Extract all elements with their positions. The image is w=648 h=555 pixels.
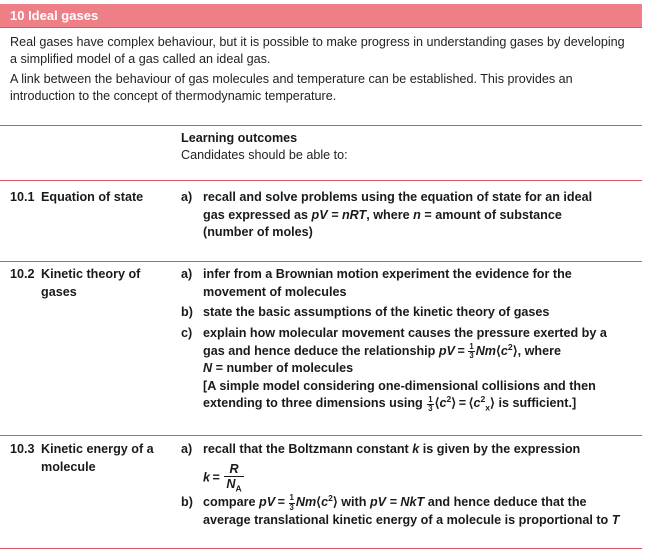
divider <box>0 435 642 436</box>
outcome-line: gas and hence deduce the relationship pV = $\frac{1}{3}$ $Nm⟨c^2⟩$, where <box>203 341 562 360</box>
outcome-line: gas expressed as pV = nRT, where n = amount of substance <box>203 207 562 222</box>
outcome-text <box>203 441 641 494</box>
outcome-line: recall and solve problems using the equation of state for an ideal <box>203 190 593 204</box>
outcome-text: state the basic assumptions of the kinetic theory of gases <box>203 305 550 319</box>
intro-paragraph-1: Real gases have complex behaviour, but it is possible to make progress in understanding gases by developing a simplified model of a gas called an ideal gas. <box>10 35 625 66</box>
outcome-letter: a) <box>181 442 193 456</box>
divider <box>0 125 642 126</box>
divider <box>0 261 642 262</box>
outcome-note: extending to three dimensions using $\frac{1}{3}$ $⟨c^2⟩$ = $⟨c^2_x⟩$ is sufficient.] <box>203 394 577 413</box>
topic-number: 10.1 <box>10 190 35 204</box>
topic-title-cont: molecule <box>41 459 96 474</box>
outcome-line: explain how molecular movement causes the pressure exerted by a <box>203 326 607 340</box>
topic-number: 10.2 <box>10 267 35 281</box>
topic-title-cont: gases <box>41 284 77 299</box>
outcome-line: compare pV = $\frac{1}{3}$ $Nm⟨c^2⟩$ with pV = NkT and hence deduce that the <box>203 492 587 512</box>
outcome-line: infer from a Brownian motion experiment the evidence for the <box>203 267 572 281</box>
section-title: 10 Ideal gases <box>10 8 99 23</box>
topic-title: Kinetic energy of a <box>41 442 154 456</box>
divider <box>0 548 642 549</box>
fraction: $\frac{R}{N_A}$ <box>226 461 242 494</box>
fraction: $\frac{1}{3}$ <box>428 394 433 413</box>
outcome-letter: b) <box>181 305 193 319</box>
equation-boltzmann: k = $\frac{R}{N_A}$ <box>203 461 242 494</box>
learning-outcomes-subheading: Candidates should be able to: <box>181 148 348 162</box>
outcome-letter: c) <box>181 326 193 340</box>
equation: pV = nRT <box>311 207 367 222</box>
outcome-line: (number of moles) <box>203 225 313 239</box>
outcome-text <box>203 189 641 242</box>
topic-10-2 <box>10 266 140 301</box>
topic-10-1 <box>10 189 143 207</box>
intro-paragraph-2: A link between the behaviour of gas molecules and temperature can be established. This provides an introduction to the concept of thermodynamic temperature. <box>10 72 573 103</box>
outcome-letter: b) <box>181 495 193 509</box>
divider <box>0 180 642 181</box>
outcome-line: average translational kinetic energy of a molecule is proportional to T <box>203 512 620 527</box>
outcome-line: movement of molecules <box>203 284 347 299</box>
outcome-text <box>203 266 641 301</box>
outcome-note: [A simple model considering one-dimensional collisions and then <box>203 378 596 393</box>
fraction: $\frac{1}{3}$ <box>289 493 294 512</box>
topic-10-3 <box>10 441 154 476</box>
topic-title: Kinetic theory of <box>41 267 141 281</box>
outcome-letter: a) <box>181 190 193 204</box>
section-header <box>0 4 642 28</box>
learning-outcomes-heading: Learning outcomes <box>181 131 298 145</box>
outcome-letter: a) <box>181 267 193 281</box>
outcome-line: N = number of molecules <box>203 361 354 376</box>
topic-number: 10.3 <box>10 442 35 456</box>
outcome-text <box>203 325 641 413</box>
outcome-line: recall that the Boltzmann constant k is given by the expression <box>203 442 581 456</box>
outcome-text <box>203 494 641 529</box>
fraction: $\frac{1}{3}$ <box>469 341 474 360</box>
topic-title: Equation of state <box>41 190 144 204</box>
